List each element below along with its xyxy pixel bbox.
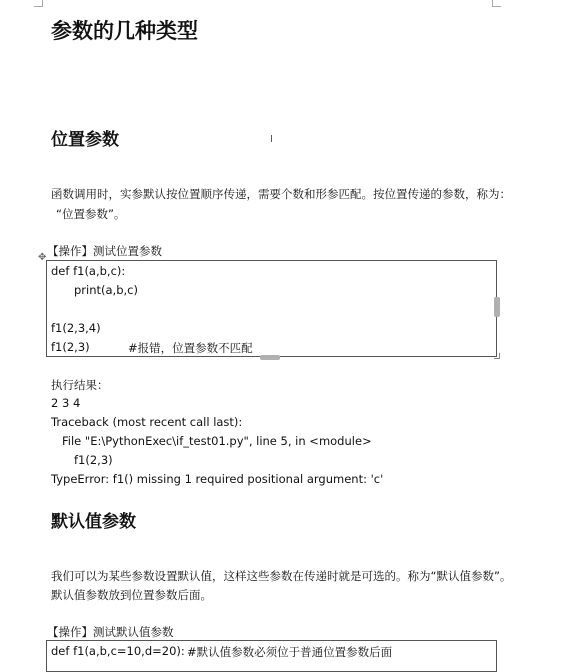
code-line: f1(2,3,4) [51, 321, 101, 335]
paragraph-line: 函数调用时，实参默认按位置顺序传递，需要个数和形参匹配。按位置传递的参数，称为： [51, 187, 511, 201]
code-comment: #报错，位置参数不匹配 [128, 341, 253, 355]
result-line: f1(2,3) [74, 453, 113, 467]
page-title: 参数的几种类型 [51, 19, 198, 43]
resize-handle-right[interactable] [494, 297, 500, 317]
page-corner-mark [492, 0, 501, 7]
result-line: TypeError: f1() missing 1 required positional argument: 'c' [51, 472, 384, 486]
result-label: 执行结果： [51, 378, 109, 392]
code-line: def f1(a,b,c): [51, 264, 126, 278]
move-handle-icon[interactable]: ✥ [38, 252, 47, 263]
code-line: print(a,b,c) [74, 283, 138, 297]
result-line: Traceback (most recent call last): [51, 415, 243, 429]
code-box[interactable] [46, 640, 497, 672]
paragraph-line: 默认值参数放到位置参数后面。 [51, 588, 212, 602]
section-heading-default: 默认值参数 [51, 512, 136, 532]
paragraph-line: 我们可以为某些参数设置默认值，这样这些参数在传递时就是可选的。称为“默认值参数”。 [51, 569, 512, 583]
code-box[interactable] [46, 260, 497, 357]
page-corner-mark [34, 0, 43, 7]
code-line: def f1(a,b,c=10,d=20): [51, 644, 185, 658]
code-label: 【操作】测试默认值参数 [47, 625, 174, 639]
code-comment: #默认值参数必须位于普通位置参数后面 [187, 645, 393, 659]
result-line: File "E:\PythonExec\if_test01.py", line 5, in <module> [62, 434, 372, 448]
resize-corner-handle[interactable] [494, 353, 500, 359]
code-label: 【操作】测试位置参数 [47, 244, 162, 258]
resize-handle-bottom[interactable] [260, 355, 280, 360]
result-line: 2 3 4 [51, 396, 81, 410]
paragraph-line: “位置参数”。 [56, 207, 126, 221]
text-cursor-icon: I [270, 134, 273, 145]
section-heading-positional: 位置参数 [51, 130, 119, 150]
code-line: f1(2,3) [51, 340, 90, 354]
